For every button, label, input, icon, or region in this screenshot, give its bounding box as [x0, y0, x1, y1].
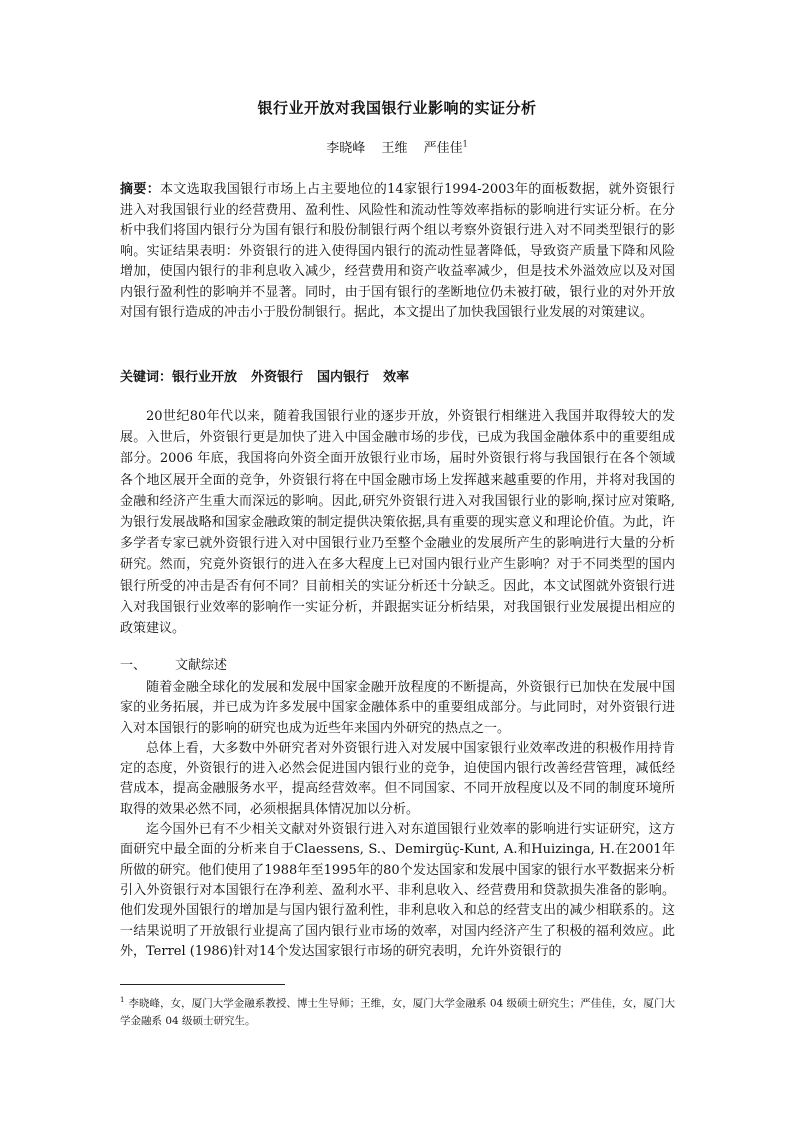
author-footnote-mark: 1	[462, 139, 468, 149]
intro-paragraph: 20世纪80年代以来，随着我国银行业的逐步开放，外资银行相继进入我国并取得较大的发展。入世后，外资银行更是加快了进入中国金融市场的步伐，已成为我国金融体系中的重要组成部分。2006 年底，我国将向外资全面开放银行业市场，届时外资银行将与我国银行在各个领域各个地区展开全面的竞争，外资银行将在中国金融市场上发挥越来越重要的作用，并将对我国的金融和经济产生重大而深远的影响。因此,研究外资银行进入对我国银行业的影响,探讨应对策略,为银行发展战略和国家金融政策的制定提供决策依据,具有重要的现实意义和理论价值。为此，许多学者专家已就外资银行进入对中国银行业乃至整个金融业的发展所产生的影响进行大量的分析研究。然而，究竟外资银行的进入在多大程度上已对国内银行业产生影响？对于不同类型的国内银行所受的冲击是否有何不同？目前相关的实证分析还十分缺乏。因此，本文试图就外资银行进入对我国银行业效率的影响作一实证分析，并跟据实证分析结果，对我国银行业发展提出相应的政策建议。	[120, 409, 675, 637]
section-number: 一、	[120, 658, 147, 673]
author-name: 王维	[381, 141, 408, 156]
section-body	[120, 678, 675, 962]
author-name: 李晓峰	[326, 141, 366, 156]
footnote-mark: 1	[120, 996, 125, 1004]
author-line	[0, 137, 794, 156]
keyword: 效率	[383, 370, 410, 385]
section-title: 文献综述	[175, 658, 228, 673]
abstract-label: 摘要：	[120, 182, 161, 197]
abstract-text: 本文选取我国银行市场上占主要地位的14家银行1994-2003年的面板数据，就外资银行进入对我国银行业的经营费用、盈利性、风险性和流动性等效率指标的影响进行实证分析。在分析中我们将国内银行分为国有银行和股份制银行两个组以考察外资银行进入对不同类型银行的影响。实证结果表明：外资银行的进入使得国内银行的流动性显著降低，导致资产质量下降和风险增加，使国内银行的非利息收入减少，经营费用和资产收益率减少，但是技术外溢效应以及对国内银行盈利性的影响并不显著。同时，由于国有银行的垄断地位仍未被打破，银行业的对外开放对国有银行造成的冲击小于股份制银行。据此，本文提出了加快我国银行业发展的对策建议。	[120, 182, 675, 320]
abstract	[120, 180, 675, 324]
author-name	[424, 141, 468, 156]
keyword: 银行业开放	[172, 370, 238, 385]
keyword: 国内银行	[317, 370, 370, 385]
keywords-label: 关键词：	[120, 370, 173, 385]
body-paragraph: 迄今国外已有不少相关文献对外资银行进入对东道国银行业效率的影响进行实证研究，这方面研究中最全面的分析来自于Claessens, S.、Demirgüç-Kunt, A.和Huizinga, H.在2001年所做的研究。他们使用了1988年至1995年的80个发达国家和发展中国家的银行水平数据来分析引入外资银行对本国银行在净利差、盈利水平、非利息收入、经营费用和贷款损失准备的影响。他们发现外国银行的增加是与国内银行盈利性，非利息收入和总的经营支出的减少相联系的。这一结果说明了开放银行业提高了国内银行业市场的效率，对国内经济产生了积极的福利效应。此外，Terrel (1986)针对14个发达国家银行市场的研究表明，允许外资银行的	[120, 822, 675, 959]
keywords	[120, 368, 675, 388]
paper-title: 银行业开放对我国银行业影响的实证分析	[257, 99, 537, 117]
author-name-text: 严佳佳	[423, 141, 463, 156]
footnote	[120, 992, 675, 1030]
keyword: 外资银行	[251, 370, 304, 385]
footnote-text: 李晓峰，女，厦门大学金融系教授、博士生导师；王维，女，厦门大学金融系 04 级硕士研究生；严佳佳，女，厦门大学金融系 04 级硕士研究生。	[120, 997, 675, 1027]
body-paragraph: 总体上看，大多数中外研究者对外资银行进入对发展中国家银行业效率改进的积极作用持肯定的态度，外资银行的进入必然会促进国内银行业的竞争，迫使国内银行改善经营管理，减低经营成本，提高金融服务水平，提高经营效率。但不同国家、不同开放程度以及不同的制度环境所取得的效果必然不同，必须根据具体情况加以分析。	[120, 740, 675, 817]
section-heading	[120, 656, 675, 676]
footnote-divider	[120, 984, 285, 985]
body-paragraph: 随着金融全球化的发展和发展中国家金融开放程度的不断提高，外资银行已加快在发展中国家的业务拓展，并已成为许多发展中国家金融体系中的重要组成部分。与此同时，对外资银行进入对本国银行的影响的研究也成为近些年来国内外研究的热点之一。	[120, 680, 675, 736]
